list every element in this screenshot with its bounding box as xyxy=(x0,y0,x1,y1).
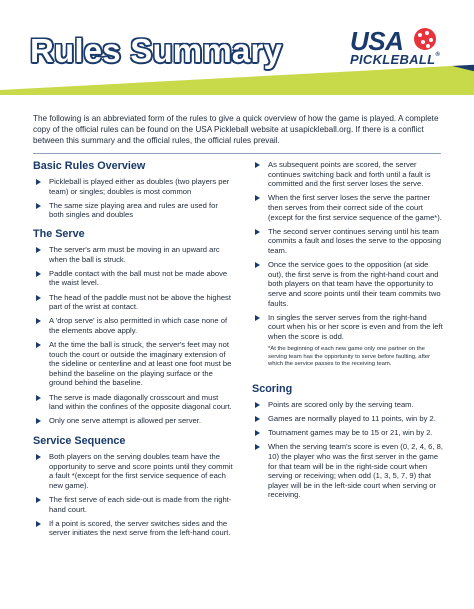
list-item: If a point is scored, the server switches sides and the server initiates the next serve from the left-hand court. xyxy=(33,519,233,538)
right-column xyxy=(252,160,444,505)
list-item: Both players on the serving doubles team have the opportunity to serve and score points until they commit a fault *(except for the first service sequence of each new game). xyxy=(33,452,233,490)
intro-paragraph: The following is an abbreviated form of the rules to give a quick overview of how the game is played. A complete copy of the official rules can be found on the USA Pickleball website at usapickleball.org. If there is a conflict between this summary and the official rules, the official rules prevail. xyxy=(33,114,439,146)
serve-list xyxy=(33,245,233,426)
list-item: The server's arm must be moving in an upward arc when the ball is struck. xyxy=(33,245,233,264)
list-item: Points are scored only by the serving team. xyxy=(252,400,444,410)
list-item: When the serving team's score is even (0, 2, 4, 6, 8, 10) the player who was the first server in the game for that team will be in the right-side court when serving or receiving; when odd (1, 3, 5, 7, 9) that player will be in the left-side court when serving or receiving. xyxy=(252,442,444,500)
list-item: A 'drop serve' is also permitted in which case none of the elements above apply. xyxy=(33,316,233,335)
list-item: As subsequent points are scored, the server continues switching back and forth until a fault is committed and the first server loses the serve. xyxy=(252,160,444,189)
list-item: Paddle contact with the ball must not be made above the waist level. xyxy=(33,269,233,288)
list-item: When the first server loses the serve the partner then serves from their correct side of the court (except for the first service sequence of the game*). xyxy=(252,193,444,222)
basic-rules-list xyxy=(33,177,233,220)
service-sequence-list xyxy=(33,452,233,538)
logo-pickleball-text: PICKLEBALL® xyxy=(350,52,441,67)
list-item: In singles the server serves from the right-hand court when his or her score is even and from the left when the score is odd. xyxy=(252,313,444,342)
footnote: *At the beginning of each new game only one partner on the serving team has the opportunity to serve before faulting, after which the service passes to the receiving team. xyxy=(268,346,431,368)
scoring-list xyxy=(252,400,444,500)
section-heading-sequence: Service Sequence xyxy=(33,435,126,448)
pickleball-ball-icon xyxy=(414,28,436,50)
list-item: At the time the ball is struck, the server's feet may not touch the court or outside the imaginary extension of the sideline or centerline and at least one foot must be behind the baseline on the playing surface or the ground behind the baseline. xyxy=(33,340,233,388)
left-column xyxy=(33,160,233,543)
list-item: Only one serve attempt is allowed per server. xyxy=(33,416,233,426)
list-item: The head of the paddle must not be above the highest part of the wrist at contact. xyxy=(33,293,233,312)
section-heading-basic: Basic Rules Overview xyxy=(33,160,146,172)
list-item: Tournament games may be to 15 or 21, win by 2. xyxy=(252,428,444,438)
service-sequence-continued-list xyxy=(252,160,444,341)
list-item: The first serve of each side-out is made from the right-hand court. xyxy=(33,495,233,514)
logo-usa-text: USA xyxy=(350,26,404,56)
section-heading-serve: The Serve xyxy=(33,227,85,240)
page-title: Rules Summary xyxy=(30,32,283,69)
list-item: Games are normally played to 11 points, win by 2. xyxy=(252,414,444,424)
divider xyxy=(33,153,441,154)
list-item: The serve is made diagonally crosscourt and must land within the confines of the opposite diagonal court. xyxy=(33,393,233,412)
list-item: Pickleball is played either as doubles (two players per team) or singles; doubles is most common xyxy=(33,177,233,196)
list-item: The second server continues serving until his team commits a fault and loses the serve to the opposing team. xyxy=(252,227,444,256)
list-item: The same size playing area and rules are used for both singles and doubles xyxy=(33,201,233,220)
section-heading-scoring: Scoring xyxy=(252,382,293,395)
usa-pickleball-logo xyxy=(348,26,452,76)
list-item: Once the service goes to the opposition (at side out), the first serve is from the right-hand court and both players on that team have the opportunity to serve and score points until their team commits two faults. xyxy=(252,260,444,308)
